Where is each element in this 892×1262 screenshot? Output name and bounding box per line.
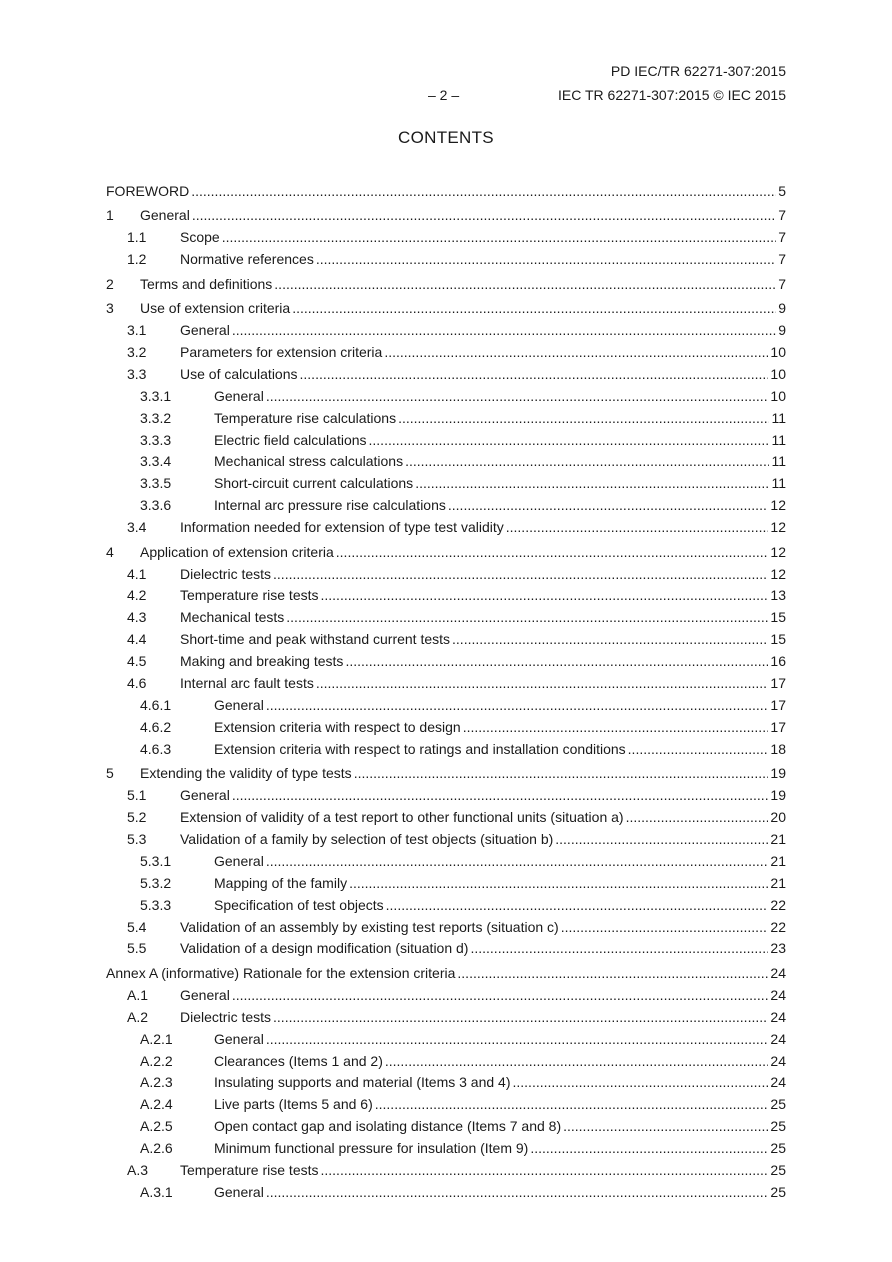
toc-entry[interactable] [106,937,786,959]
toc-entry-number: A.2 [127,1008,149,1025]
toc-entry-number: 4.1 [127,565,147,582]
toc-entry[interactable] [106,827,786,849]
toc-entry-number: 3.4 [127,519,147,536]
toc-entry-title: Internal arc pressure rise calculations [214,497,446,514]
toc-entry[interactable] [106,225,786,247]
toc-entry-number: 3.3.4 [140,453,172,470]
toc-entry-title: Mechanical tests [180,609,285,626]
toc-entry-number: 4.6.2 [140,718,172,735]
toc-entry-title: Parameters for extension criteria [180,343,383,360]
toc-entry-number: A.1 [127,986,149,1003]
toc-entry-title: Dielectric tests [180,1008,272,1025]
toc-entry-number: A.3.1 [140,1183,173,1200]
toc-entry-title: Temperature rise tests [180,1162,319,1178]
toc-entry-number: 5.3.1 [140,852,172,869]
dot-leader [336,544,769,560]
toc-entry[interactable] [106,1136,786,1158]
toc-entry-number: 3.1 [127,322,147,339]
toc-entry-title: Validation of a design modification (situation d) [180,940,469,957]
toc-entry-number: 5.2 [127,809,147,826]
dot-leader [369,432,770,448]
dot-leader [530,1140,768,1156]
toc-entry[interactable] [106,1180,786,1202]
toc-entry[interactable] [106,428,786,450]
toc-entry[interactable] [106,693,786,715]
toc-entry-title: Annex A (informative) Rationale for the extension criteria [106,964,456,981]
dot-leader [398,410,769,426]
toc-entry-page: 24 [770,1008,786,1025]
toc-entry-page: 24 [770,1052,786,1069]
table-of-contents [106,176,786,1202]
dot-leader [266,1184,769,1200]
toc-entry[interactable] [106,247,786,269]
dot-leader [384,344,768,360]
dot-leader [232,787,769,803]
toc-entry-page: 23 [770,940,786,957]
dot-leader [628,741,769,757]
toc-entry-page: 20 [770,809,786,826]
toc-entry-title: Internal arc fault tests [180,675,314,691]
toc-entry-page: 25 [770,1183,786,1200]
dot-leader [286,609,768,625]
toc-entry-page: 11 [771,453,786,470]
toc-entry-number: 5.4 [127,918,147,935]
dot-leader [555,831,768,847]
dot-leader [463,719,769,735]
toc-entry[interactable] [106,1049,786,1071]
toc-entry-page: 21 [770,830,786,847]
toc-entry[interactable] [106,715,786,737]
toc-entry-page: 21 [770,852,786,869]
toc-entry-number: 5.3.3 [140,896,172,913]
dot-leader [316,251,776,267]
toc-entry-page: 9 [778,322,786,339]
toc-entry-number: 5.3.2 [140,874,172,891]
toc-entry-title: General [214,1183,264,1200]
toc-entry-number: 3.3 [127,365,147,382]
toc-entry[interactable] [106,893,786,915]
toc-entry[interactable] [106,294,786,319]
toc-entry-title: Temperature rise tests [180,587,319,604]
toc-entry[interactable] [106,759,786,784]
toc-entry-page: 7 [778,250,786,267]
toc-entry-title: Extension of validity of a test report to other functional units (situation a) [180,809,624,826]
toc-entry[interactable] [106,1005,786,1027]
toc-entry-title: Application of extension criteria [140,543,334,560]
toc-entry-number: 1 [106,207,114,224]
toc-entry-page: 10 [770,343,786,360]
toc-entry-title: Mechanical stress calculations [214,453,404,470]
toc-entry-number: 4 [106,543,114,560]
dot-leader [273,1009,768,1025]
toc-entry[interactable] [106,201,786,226]
toc-entry-page: 25 [770,1118,786,1135]
toc-entry[interactable] [106,983,786,1005]
toc-entry-page: 12 [770,565,786,582]
dot-leader [563,1118,768,1134]
dot-leader [405,453,769,469]
toc-entry[interactable] [106,1027,786,1049]
dot-leader [266,1031,769,1047]
dot-leader [274,276,776,292]
toc-entry-page: 12 [770,519,786,536]
dot-leader [345,653,768,669]
toc-entry[interactable] [106,805,786,827]
toc-entry[interactable] [106,406,786,428]
toc-entry[interactable] [106,1071,786,1093]
toc-entry-title: Short-time and peak withstand current tests [180,631,451,648]
toc-entry-number: A.2.2 [140,1052,173,1069]
toc-entry-page: 17 [770,675,786,691]
toc-entry-page: 17 [770,696,786,713]
toc-entry-title: Normative references [180,250,314,267]
toc-entry[interactable] [106,384,786,406]
toc-entry-title: Validation of an assembly by existing test reports (situation c) [180,918,559,935]
contents-title: CONTENTS [398,128,494,147]
toc-entry-title: Open contact gap and isolating distance (Items 7 and 8) [214,1118,562,1135]
toc-entry-number: 5.5 [127,940,147,957]
toc-entry[interactable] [106,627,786,649]
toc-entry-number: 5 [106,765,114,782]
toc-entry-number: A.2.1 [140,1030,173,1047]
toc-entry-title: Mapping of the family [214,874,348,891]
toc-entry-title: Use of extension criteria [140,300,291,317]
toc-entry-page: 10 [770,365,786,382]
toc-entry-number: 3.3.5 [140,475,172,492]
toc-entry-page: 24 [770,1030,786,1047]
toc-entry-page: 15 [770,609,786,626]
toc-entry-page: 25 [770,1140,786,1157]
dot-leader [415,475,769,491]
dot-leader [470,940,768,956]
toc-entry-number: 4.6.3 [140,740,172,757]
toc-entry[interactable] [106,737,786,759]
toc-entry[interactable] [106,1114,786,1136]
toc-entry-number: 4.2 [127,587,147,604]
toc-entry-page: 13 [770,587,786,604]
dot-leader [266,388,769,404]
toc-entry-page: 19 [770,765,786,782]
toc-entry-number: 4.4 [127,631,147,648]
toc-entry-title: Making and breaking tests [180,653,344,670]
toc-entry-title: Extension criteria with respect to ratings and installation conditions [214,740,626,757]
toc-entry-number: 1.1 [127,229,147,246]
dot-leader [385,1053,769,1069]
dot-leader [452,631,768,647]
toc-entry[interactable] [106,362,786,384]
toc-entry-number: 5.3 [127,830,147,847]
toc-entry-number: A.2.5 [140,1118,173,1135]
dot-leader [513,1074,769,1090]
dot-leader [191,183,776,199]
toc-entry-title: FOREWORD [106,182,190,199]
dot-leader [349,875,768,891]
toc-entry-page: 18 [770,740,786,757]
toc-entry-title: Information needed for extension of type test validity [180,519,504,536]
toc-entry-number: A.2.6 [140,1140,173,1157]
dot-leader [266,853,769,869]
toc-entry-number: 3.3.1 [140,387,172,404]
toc-entry[interactable] [106,318,786,340]
dot-leader [457,965,768,981]
toc-entry-page: 19 [770,787,786,804]
toc-entry[interactable] [106,471,786,493]
toc-entry-title: Extending the validity of type tests [140,765,352,782]
toc-entry-title: General [180,322,230,339]
dot-leader [321,1162,769,1178]
toc-entry-number: A.2.3 [140,1074,173,1091]
toc-entry-page: 22 [770,896,786,913]
toc-entry-title: Validation of a family by selection of test objects (situation b) [180,830,554,847]
toc-entry-page: 7 [778,229,786,246]
toc-entry-title: General [214,1030,264,1047]
toc-entry[interactable] [106,1158,786,1180]
toc-entry-number: 2 [106,275,114,292]
toc-entry-title: Scope [180,229,220,246]
toc-entry-title: Terms and definitions [140,275,273,292]
toc-entry-title: General [214,696,264,713]
toc-entry-number: 4.6 [127,675,147,691]
dot-leader [266,697,769,713]
dot-leader [192,207,776,223]
toc-entry-page: 24 [770,964,786,981]
toc-entry[interactable] [106,605,786,627]
dot-leader [300,366,769,382]
toc-entry[interactable] [106,340,786,362]
toc-entry-title: Use of calculations [180,365,298,382]
toc-entry[interactable] [106,958,786,983]
toc-entry[interactable] [106,915,786,937]
toc-entry-page: 7 [778,275,786,292]
toc-entry-page: 11 [771,431,786,448]
document-id: PD IEC/TR 62271-307:2015 [610,63,786,79]
toc-entry-title: General [180,787,230,804]
toc-entry-title: General [214,852,264,869]
dot-leader [222,229,777,245]
toc-entry-number: 4.3 [127,609,147,626]
toc-entry-page: 25 [770,1096,786,1113]
toc-entry[interactable] [106,450,786,472]
toc-entry[interactable] [106,269,786,294]
dot-leader [375,1096,769,1112]
toc-entry-page: 17 [770,718,786,735]
toc-entry-number: A.3 [127,1162,149,1178]
toc-entry[interactable] [106,1092,786,1114]
dot-leader [386,897,769,913]
dot-leader [321,587,769,603]
toc-entry-title: Live parts (Items 5 and 6) [214,1096,373,1113]
toc-entry-page: 21 [770,874,786,891]
toc-entry[interactable] [106,783,786,805]
toc-entry-page: 11 [771,475,786,492]
toc-entry-number: 3.2 [127,343,147,360]
dot-leader [506,519,769,535]
toc-entry-number: A.2.4 [140,1096,173,1113]
toc-entry-page: 22 [770,918,786,935]
toc-entry-title: Insulating supports and material (Items 3 and 4) [214,1074,511,1091]
toc-entry-page: 7 [778,207,786,224]
toc-entry-page: 25 [770,1162,786,1178]
toc-entry-title: Short-circuit current calculations [214,475,414,492]
toc-entry-page: 12 [770,497,786,514]
toc-entry[interactable] [106,562,786,584]
toc-entry-page: 24 [770,1074,786,1091]
toc-entry-page: 24 [770,986,786,1003]
toc-entry-title: General [214,387,264,404]
toc-entry-number: 1.2 [127,250,147,267]
toc-entry-page: 9 [778,300,786,317]
toc-entry[interactable] [106,649,786,671]
standard-reference: IEC TR 62271-307:2015 © IEC 2015 [558,87,786,103]
toc-entry[interactable] [106,584,786,606]
toc-entry[interactable] [106,849,786,871]
toc-entry-title: Clearances (Items 1 and 2) [214,1052,383,1069]
toc-entry-number: 4.5 [127,653,147,670]
toc-entry-number: 5.1 [127,787,147,804]
toc-entry-page: 5 [778,182,786,199]
toc-entry-number: 3.3.6 [140,497,172,514]
dot-leader [561,919,769,935]
toc-entry[interactable] [106,537,786,562]
toc-entry-number: 4.6.1 [140,696,172,713]
dot-leader [354,765,769,781]
dot-leader [448,497,769,513]
toc-entry[interactable] [106,176,786,201]
toc-entry[interactable] [106,515,786,537]
dot-leader [273,566,768,582]
dot-leader [292,300,776,316]
toc-entry-title: General [140,207,190,224]
toc-entry-title: Extension criteria with respect to design [214,718,461,735]
dot-leader [232,987,769,1003]
dot-leader [232,322,776,338]
dot-leader [316,675,769,691]
toc-entry-title: Dielectric tests [180,565,272,582]
toc-entry-page: 15 [770,631,786,648]
dot-leader [626,809,769,825]
toc-entry-page: 12 [770,543,786,560]
toc-entry-title: Minimum functional pressure for insulation (Item 9) [214,1140,529,1157]
page-number: – 2 – [428,87,460,103]
toc-entry-page: 11 [771,409,786,426]
toc-entry-number: 3 [106,300,114,317]
toc-entry[interactable] [106,671,786,693]
toc-entry[interactable] [106,871,786,893]
toc-entry[interactable] [106,493,786,515]
toc-entry-number: 3.3.3 [140,431,172,448]
toc-entry-number: 3.3.2 [140,409,172,426]
toc-entry-page: 16 [770,653,786,670]
toc-entry-title: Temperature rise calculations [214,409,397,426]
toc-entry-title: General [180,986,230,1003]
toc-entry-page: 10 [770,387,786,404]
toc-entry-title: Specification of test objects [214,896,384,913]
toc-entry-title: Electric field calculations [214,431,367,448]
